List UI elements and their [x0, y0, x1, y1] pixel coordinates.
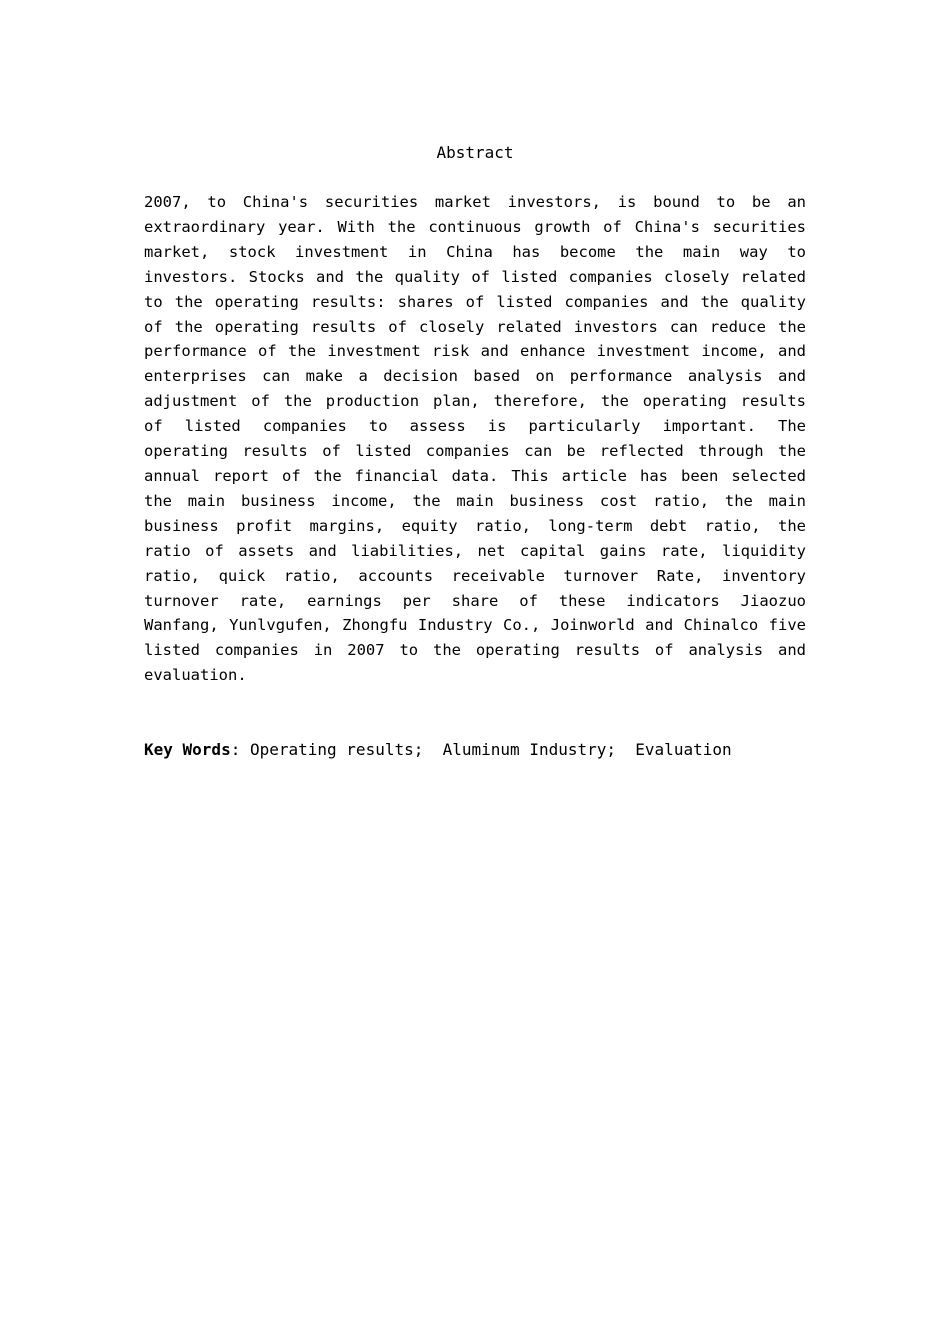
keywords-separator: : [230, 740, 250, 759]
abstract-body: 2007, to China's securities market investors, is bound to be an extraordinary year. With the continuous growth of China's securities market, stock investment in China has become the main way to investors. Stocks and the quality of listed companies closely related to the operating results: shares of listed companies and the quality of the operating results of closely related investors can reduce the performance of the investment risk and enhance investment income, and enterprises can make a decision based on performance analysis and adjustment of the production plan, therefore, the operating results of listed companies to assess is particularly important. The operating results of listed companies can be reflected through the annual report of the financial data. This article has been selected the main business income, the main business cost ratio, the main business profit margins, equity ratio, long-term debt ratio, the ratio of assets and liabilities, net capital gains rate, liquidity ratio, quick ratio, accounts receivable turnover Rate, inventory turnover rate, earnings per share of these indicators Jiaozuo Wanfang, Yunlvgufen, Zhongfu Industry Co., Joinworld and Chinalco five listed companies in 2007 to the operating results of analysis and evaluation. [144, 193, 806, 685]
keywords-label: Key Words [144, 740, 231, 759]
keywords-line [144, 738, 806, 762]
abstract-title: Abstract [436, 143, 514, 162]
keywords-list: Operating results; Aluminum Industry; Evaluation [249, 740, 732, 759]
